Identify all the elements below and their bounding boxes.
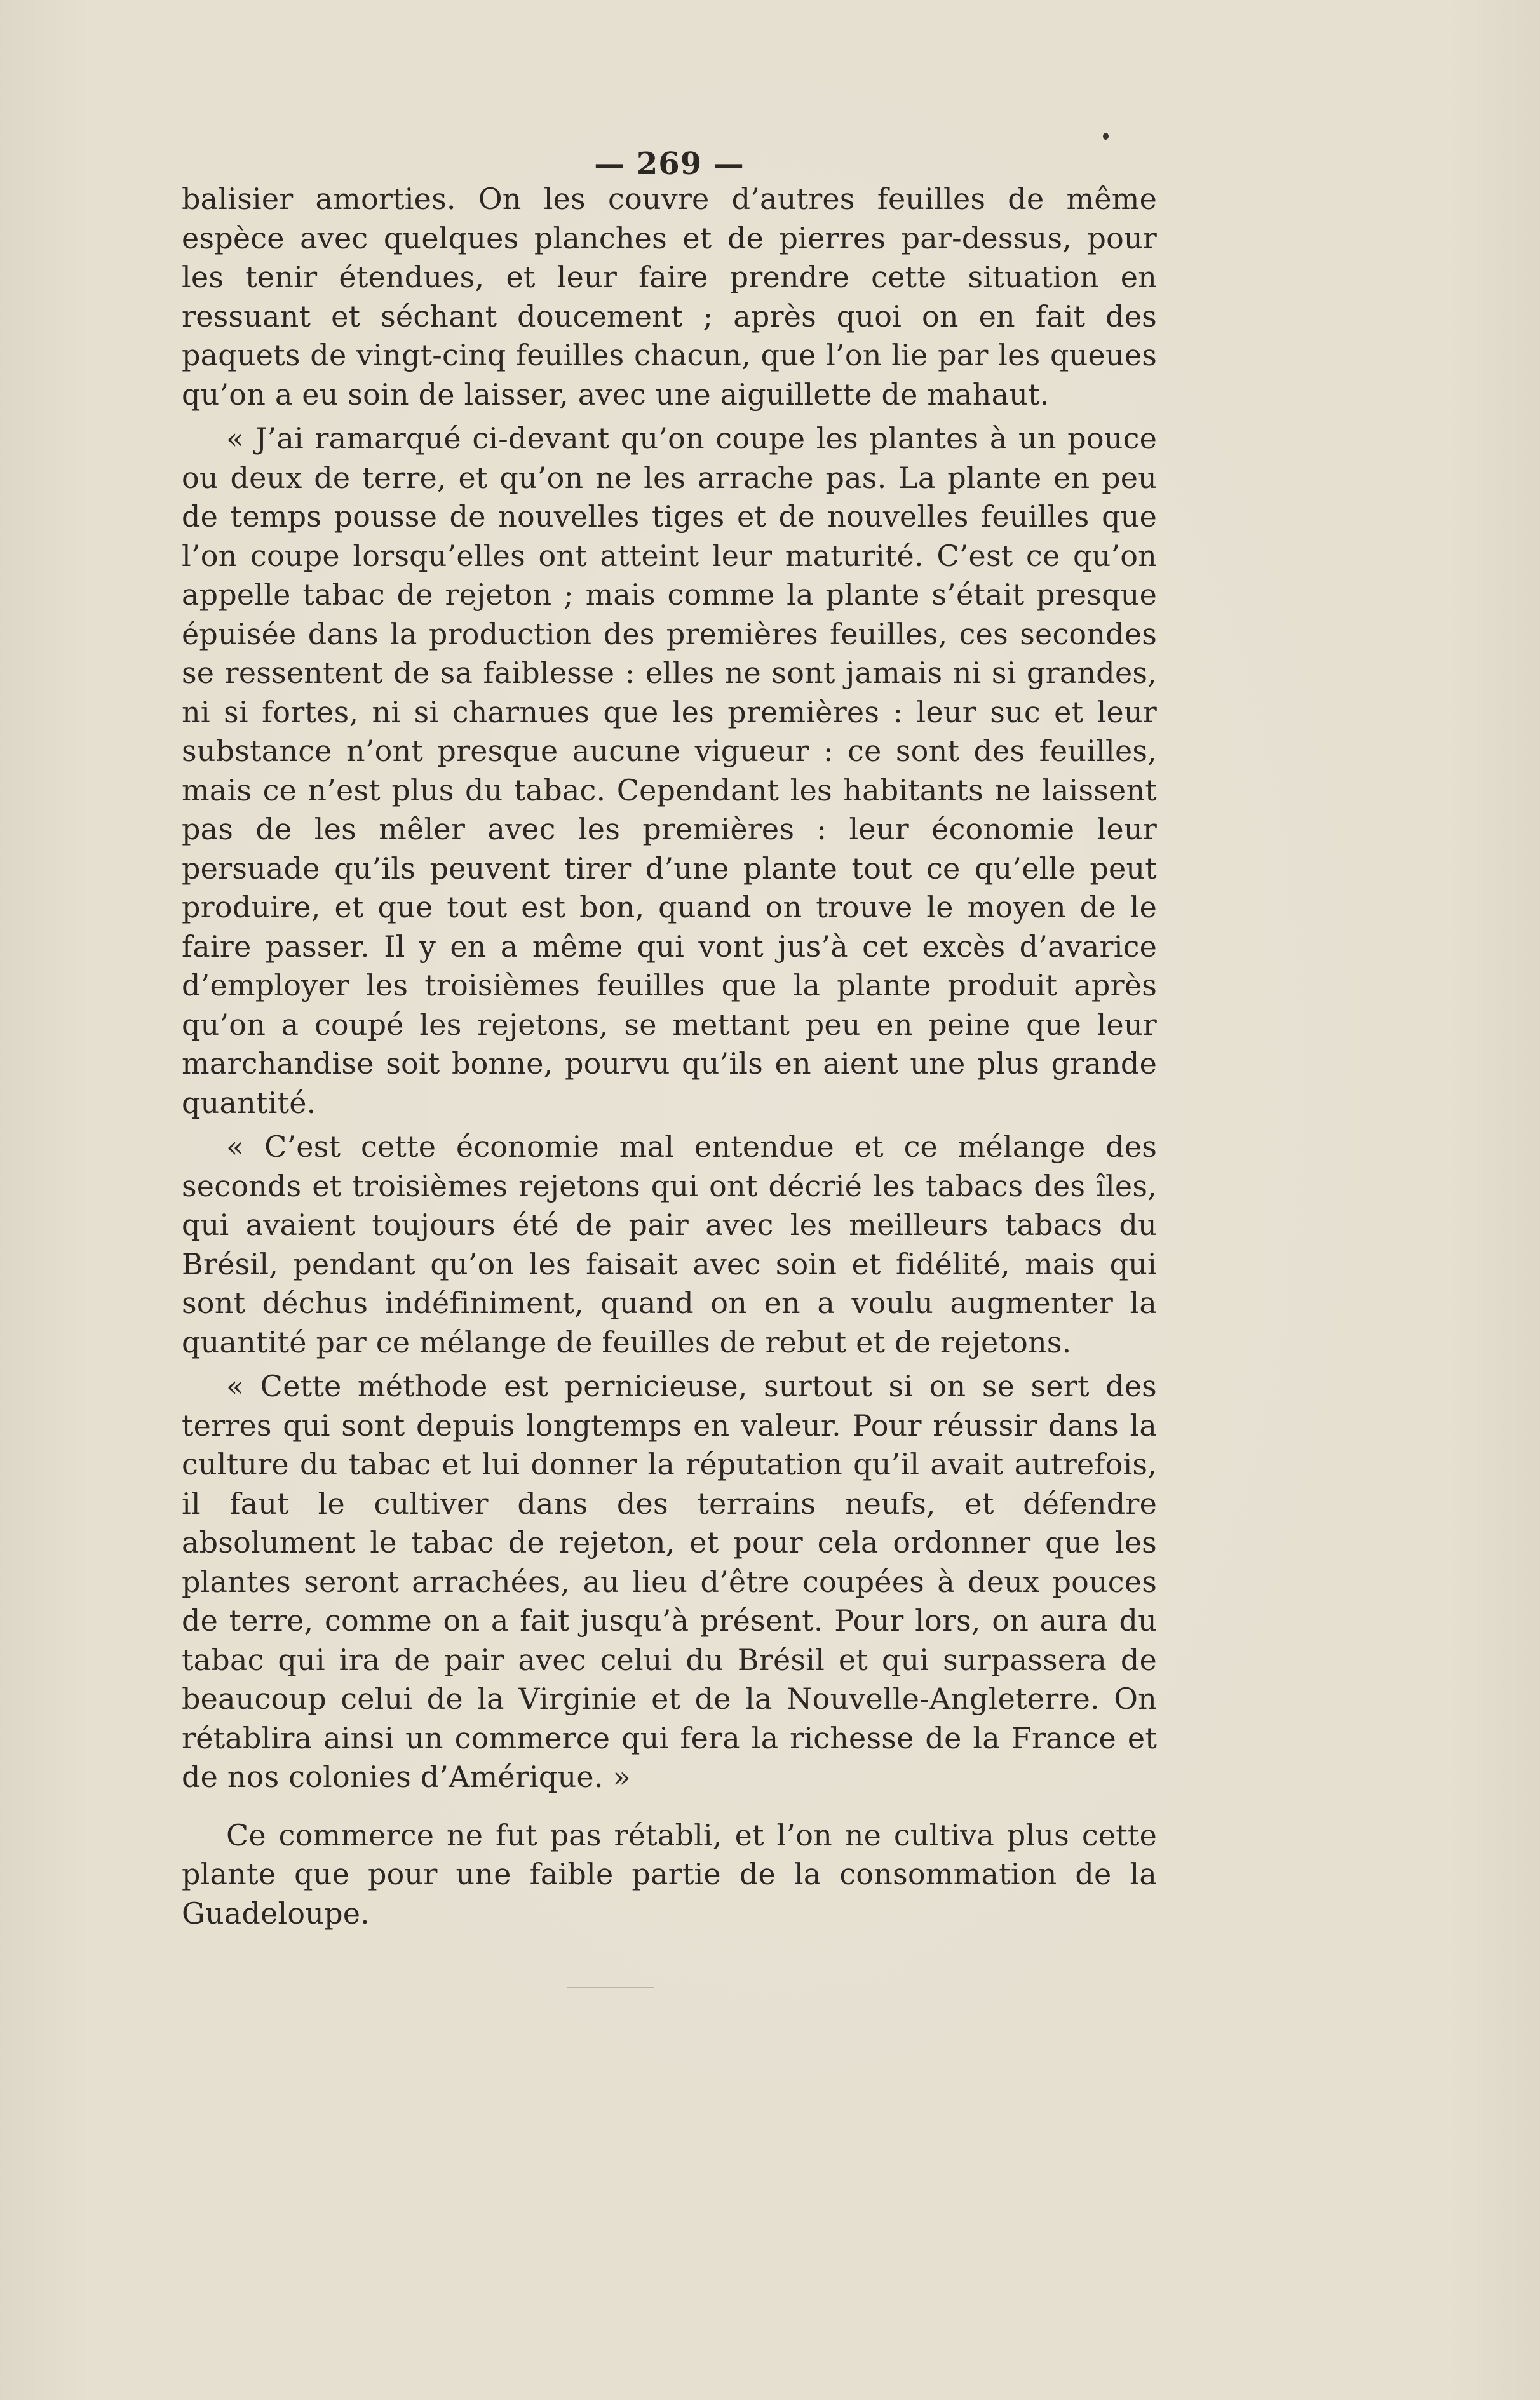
paragraph-2: « J’ai ramarqué ci-devant qu’on coupe les plantes à un pouce ou deux de terre, et qu’on ne les arrache pas. La plante en peu de temps pousse de nouvelles tiges et de nouvelles feuilles que l’on coupe lorsqu’elles ont atteint leur maturité. C’est ce qu’on appelle tabac de rejeton ; mais comme la plante s’était presque épuisée dans la production des premières feuilles, ces secondes se ressentent de sa faiblesse : elles ne sont jamais ni si grandes, ni si fortes, ni si charnues que les premières : leur suc et leur substance n’ont presque aucune vigueur : ce sont des feuilles, mais ce n’est plus du tabac. Cependant les habitants ne laissent pas de les mêler avec les premières : leur économie leur persuade qu’ils peuvent tirer d’une plante tout ce qu’elle peut produire, et que tout est bon, quand on trouve le moyen de le faire passer. Il y en a même qui vont jus’à cet excès d’avarice d’employer les troisièmes feuilles que la plante produit après qu’on a coupé les rejetons, se mettant peu en peine que leur marchandise soit bonne, pourvu qu’ils en aient une plus grande quantité. xyxy=(182,421,1157,1120)
faint-rule xyxy=(567,1987,654,1988)
paragraph-5: Ce commerce ne fut pas rétabli, et l’on ne cultiva plus cette plante que pour une faible partie de la consommation de la Guadeloupe. xyxy=(182,1817,1157,1931)
page-number: — 269 — xyxy=(594,146,745,182)
paragraph-3: « C’est cette économie mal entendue et ce mélange des seconds et troisièmes rejetons qui ont décrié les tabacs des îles, qui avaient toujours été de pair avec les meilleurs tabacs du Brésil, pendant qu’on les faisait avec soin et fidélité, mais qui sont déchus indéfiniment, quand on en a voulu augmenter la quantité par ce mélange de feuilles de rebut et de rejetons. xyxy=(182,1129,1157,1359)
paragraph-4: « Cette méthode est pernicieuse, surtout si on se sert des terres qui sont depuis longtemps en valeur. Pour réussir dans la culture du tabac et lui donner la réputation qu’il avait autrefois, il faut le cultiver dans des terrains neufs, et défendre absolument le tabac de rejeton, et pour cela ordonner que les plantes seront arrachées, au lieu d’être coupées à deux pouces de terre, comme on a fait jusqu’à présent. Pour lors, on aura du tabac qui ira de pair avec celui du Brésil et qui surpassera de beaucoup celui de la Virginie et de la Nouvelle-Angleterre. On rétablira ainsi un commerce qui fera la richesse de la France et de nos colonies d’Amérique. » xyxy=(182,1369,1157,1794)
page-text xyxy=(182,145,1157,1933)
ink-speck xyxy=(1103,133,1109,140)
paragraph-1: balisier amorties. On les couvre d’autres feuilles de même espèce avec quelques planches et de pierres par-dessus, pour les tenir étendues, et leur faire prendre cette situation en ressuant et séchant doucement ; après quoi on en fait des paquets de vingt-cinq feuilles chacun, que l’on lie par les queues qu’on a eu soin de laisser, avec une aiguillette de mahaut. xyxy=(182,182,1157,412)
